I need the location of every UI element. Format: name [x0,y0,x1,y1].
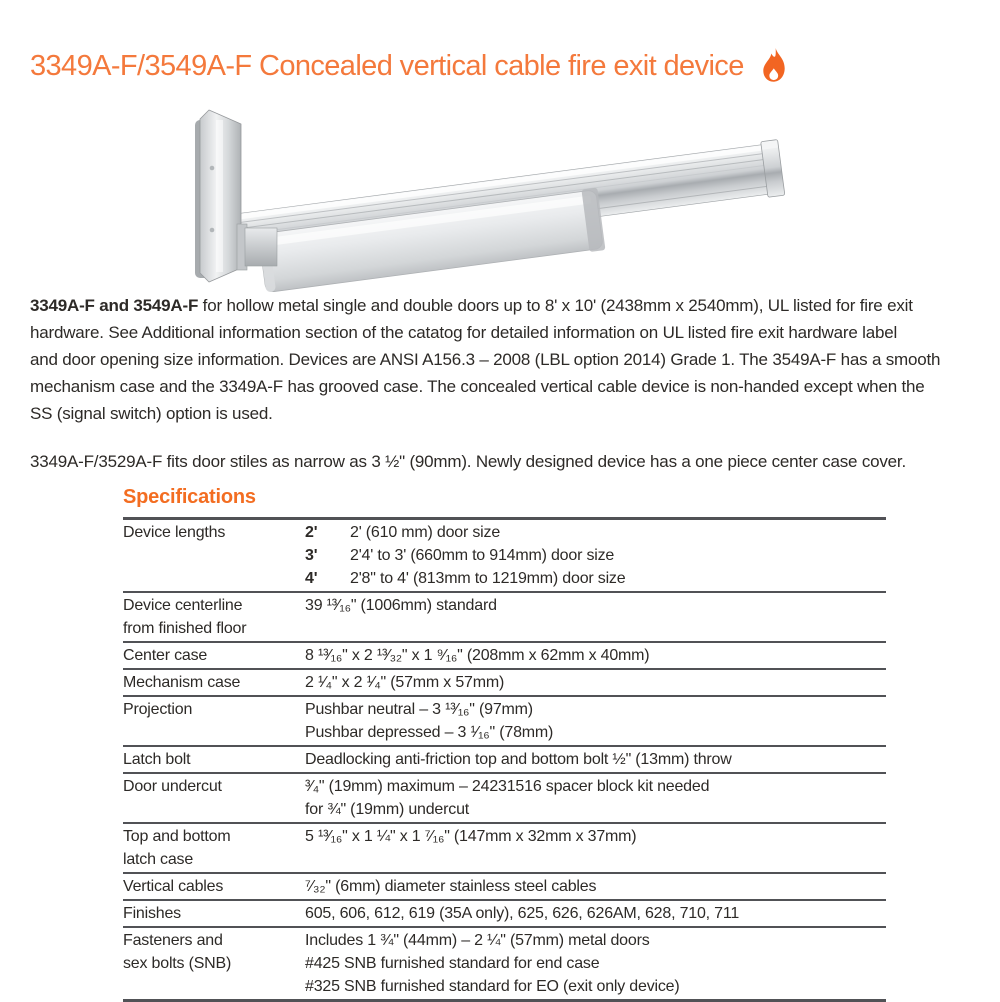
spec-value-line: 8 ¹³⁄₁₆" x 2 ¹³⁄₃₂" x 1 ⁹⁄₁₆" (208mm x 62mm x 40mm) [305,647,650,664]
device-length-line [305,521,886,544]
spec-row [123,520,886,593]
spec-value-line: #425 SNB furnished standard for end case [305,955,600,972]
spec-row-label [123,698,305,744]
spec-row-value [305,521,886,590]
spec-row-value [305,825,886,871]
product-image [183,94,807,296]
device-length-line [305,544,886,567]
spec-row [123,874,886,901]
spec-value-line: Pushbar neutral – 3 ¹³⁄₁₆" (97mm) [305,701,533,718]
device-length-text: 2' (610 mm) door size [350,524,501,541]
spec-row-label [123,748,305,771]
spec-value-line: 39 ¹³⁄₁₆" (1006mm) standard [305,597,497,614]
spec-row-value [305,929,886,998]
spec-row [123,824,886,874]
intro-line: mechanism case and the 3349A-F has grooved case. The concealed vertical cable device is non-handed except when the [30,377,925,396]
spec-row-label [123,521,305,590]
page-title: 3349A-F/3549A-F Concealed vertical cable fire exit device [30,49,744,82]
spec-value-line: ³⁄₄" (19mm) maximum – 24231516 spacer block kit needed [305,778,710,795]
spec-value-line: #325 SNB furnished standard for EO (exit only device) [305,978,680,995]
specifications-heading: Specifications [123,486,256,508]
page-header [30,46,789,86]
device-length-text: 2'4' to 3' (660mm to 914mm) door size [350,547,615,564]
spec-row-value [305,748,886,771]
spec-label-line: Device lengths [123,524,226,541]
spec-row [123,747,886,774]
spec-row [123,901,886,928]
device-bar [239,140,789,296]
spec-row-label [123,875,305,898]
flame-icon [759,48,789,86]
spec-row [123,643,886,670]
spec-label-line: Center case [123,647,208,664]
spec-label-line: Door undercut [123,778,222,795]
spec-label-line: Mechanism case [123,674,241,691]
spec-row [123,928,886,1002]
device-length-size: 4' [305,570,318,587]
spec-row [123,774,886,824]
intro-line-rest: for hollow metal single and double doors up to 8' x 10' (2438mm x 2540mm), UL listed for fire exit [198,296,913,315]
end-case-plate [195,110,277,282]
spec-row-value [305,594,886,640]
spec-row-label [123,825,305,871]
stile-note-paragraph: 3349A-F/3529A-F fits door stiles as narrow as 3 ½" (90mm). Newly designed device has a one piece center case cover. [30,452,906,471]
spec-label-line: Projection [123,701,193,718]
spec-row [123,593,886,643]
spec-label-line: latch case [123,851,194,868]
spec-row-label [123,671,305,694]
spec-row-label [123,902,305,925]
spec-row [123,697,886,747]
spec-label-line: from finished floor [123,620,247,637]
specifications-table [123,517,886,1002]
spec-label-line: Latch bolt [123,751,191,768]
device-length-line [305,567,886,590]
device-length-size: 3' [305,547,318,564]
spec-row-label [123,594,305,640]
intro-line: hardware. See Additional information section of the catatog for detailed information on UL listed fire exit hardware label [30,323,898,342]
spec-row-value [305,902,886,925]
spec-row-label [123,775,305,821]
spec-value-line: 2 ¹⁄₄" x 2 ¹⁄₄" (57mm x 57mm) [305,674,505,691]
intro-line: and door opening size information. Devices are ANSI A156.3 – 2008 (LBL option 2014) Grade 1. The 3549A-F has a smooth [30,350,941,369]
device-length-size: 2' [305,524,318,541]
spec-label-line: Finishes [123,905,181,922]
device-length-text: 2'8" to 4' (813mm to 1219mm) door size [350,570,626,587]
intro-paragraph [30,292,940,427]
spec-row-label [123,644,305,667]
spec-label-line: sex bolts (SNB) [123,955,232,972]
intro-line [30,292,940,319]
spec-value-line: Includes 1 ¾" (44mm) – 2 ¼" (57mm) metal doors [305,932,650,949]
spec-value-line: for ¾" (19mm) undercut [305,801,470,818]
spec-row-label [123,929,305,998]
spec-label-line: Fasteners and [123,932,223,949]
spec-value-line: Deadlocking anti-friction top and bottom bolt ½" (13mm) throw [305,751,732,768]
spec-row-value [305,775,886,821]
spec-label-line: Device centerline [123,597,243,614]
intro-line: SS (signal switch) option is used. [30,404,273,423]
spec-value-line: 5 ¹³⁄₁₆" x 1 ¼" x 1 ⁷⁄₁₆" (147mm x 32mm x 37mm) [305,828,637,845]
spec-label-line: Vertical cables [123,878,224,895]
spec-row [123,670,886,697]
spec-row-value [305,671,886,694]
spec-row-value [305,875,886,898]
spec-row-value [305,698,886,744]
intro-bold-lead: 3349A-F and 3549A-F [30,296,199,315]
spec-value-line: Pushbar depressed – 3 ¹⁄₁₆" (78mm) [305,724,554,741]
spec-label-line: Top and bottom [123,828,231,845]
spec-value-line: 605, 606, 612, 619 (35A only), 625, 626, 626AM, 628, 710, 711 [305,905,740,922]
spec-value-line: ⁷⁄₃₂" (6mm) diameter stainless steel cables [305,878,597,895]
spec-row-value [305,644,886,667]
specifications-section [123,486,886,1002]
